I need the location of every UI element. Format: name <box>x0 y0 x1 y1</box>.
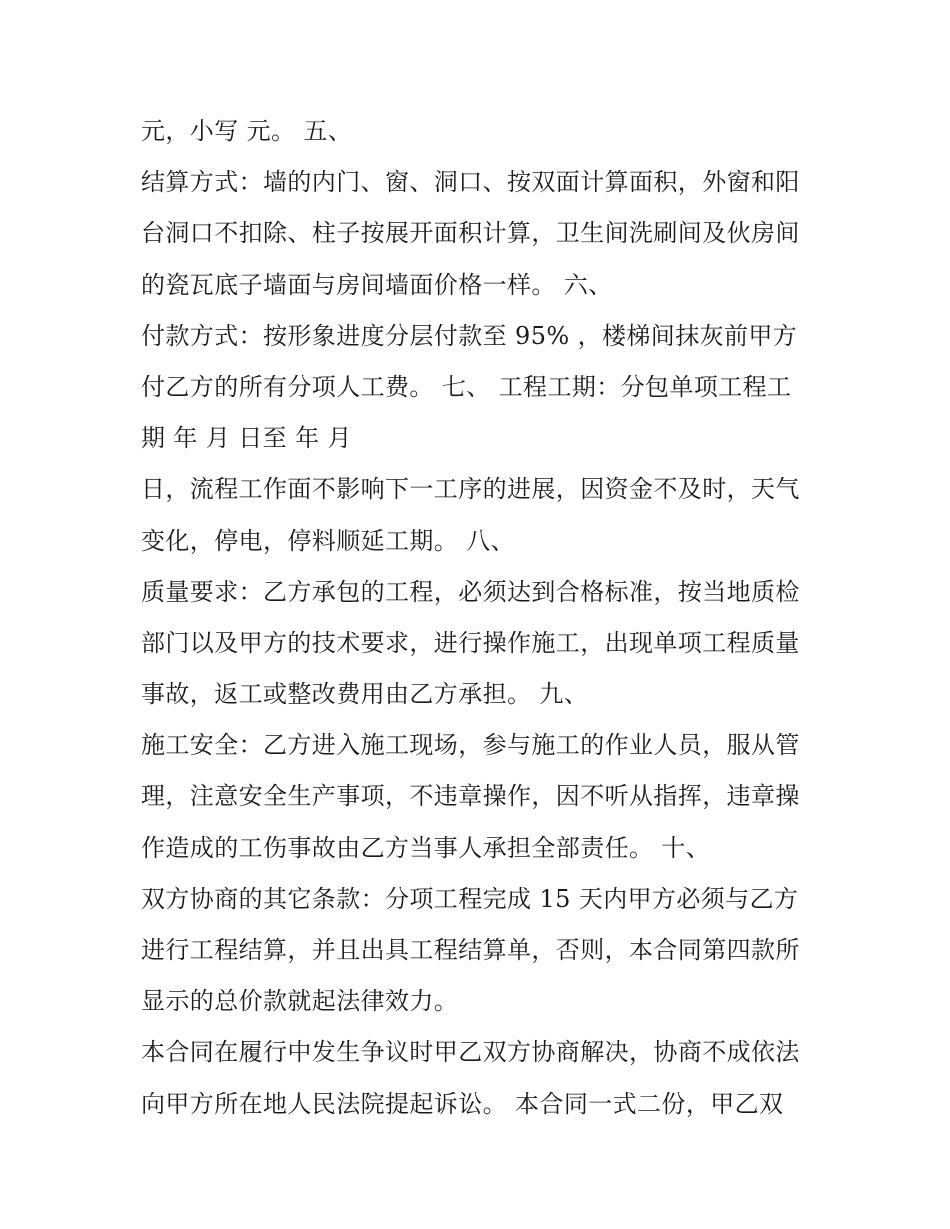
text-line: 显示的总价款就起法律效力。 <box>141 987 459 1016</box>
text-line: 变化，停电，停料顺延工期。 八、 <box>141 526 516 555</box>
text-line: 元，小写 元。 五、 <box>141 117 353 145</box>
text-line: 质量要求：乙方承包的工程，必须达到合格标准，按当地质检 <box>141 577 800 606</box>
text-line: 日，流程工作面不影响下一工序的进展，因资金不及时，天气 <box>141 475 800 504</box>
text-line: 向甲方所在地人民法院提起诉讼。 本合同一式二份，甲乙双 <box>141 1089 784 1118</box>
contract-text-body <box>141 106 821 1130</box>
text-line: 付乙方的所有分项人工费。 七、 工程工期：分包单项工程工 <box>141 372 792 401</box>
text-line: 双方协商的其它条款：分项工程完成 15 天内甲方必须与乙方 <box>141 884 799 913</box>
text-line: 施工安全：乙方进入施工现场，参与施工的作业人员，服从管 <box>141 731 800 760</box>
text-line: 作造成的工伤事故由乙方当事人承担全部责任。 十、 <box>141 833 711 862</box>
text-line: 事故，返工或整改费用由乙方承担。 九、 <box>141 680 589 709</box>
text-line: 进行工程结算，并且出具工程结算单，否则，本合同第四款所 <box>141 936 800 964</box>
text-line: 台洞口不扣除、柱子按展开面积计算，卫生间洗刷间及伙房间 <box>141 219 800 248</box>
text-line: 期 年 月 日至 年 月 <box>141 424 352 453</box>
text-line: 本合同在履行中发生争议时甲乙双方协商解决，协商不成依法 <box>141 1038 800 1067</box>
text-line: 结算方式：墙的内门、窗、洞口、按双面计算面积，外窗和阳 <box>141 168 800 197</box>
text-line: 付款方式：按形象进度分层付款至 95% ，楼梯间抹灰前甲方 <box>141 321 798 350</box>
text-line: 的瓷瓦底子墙面与房间墙面价格一样。 六、 <box>141 270 613 299</box>
text-line: 理，注意安全生产事项，不违章操作，因不听从指挥，违章操 <box>141 782 800 811</box>
text-line: 部门以及甲方的技术要求，进行操作施工，出现单项工程质量 <box>141 628 800 657</box>
